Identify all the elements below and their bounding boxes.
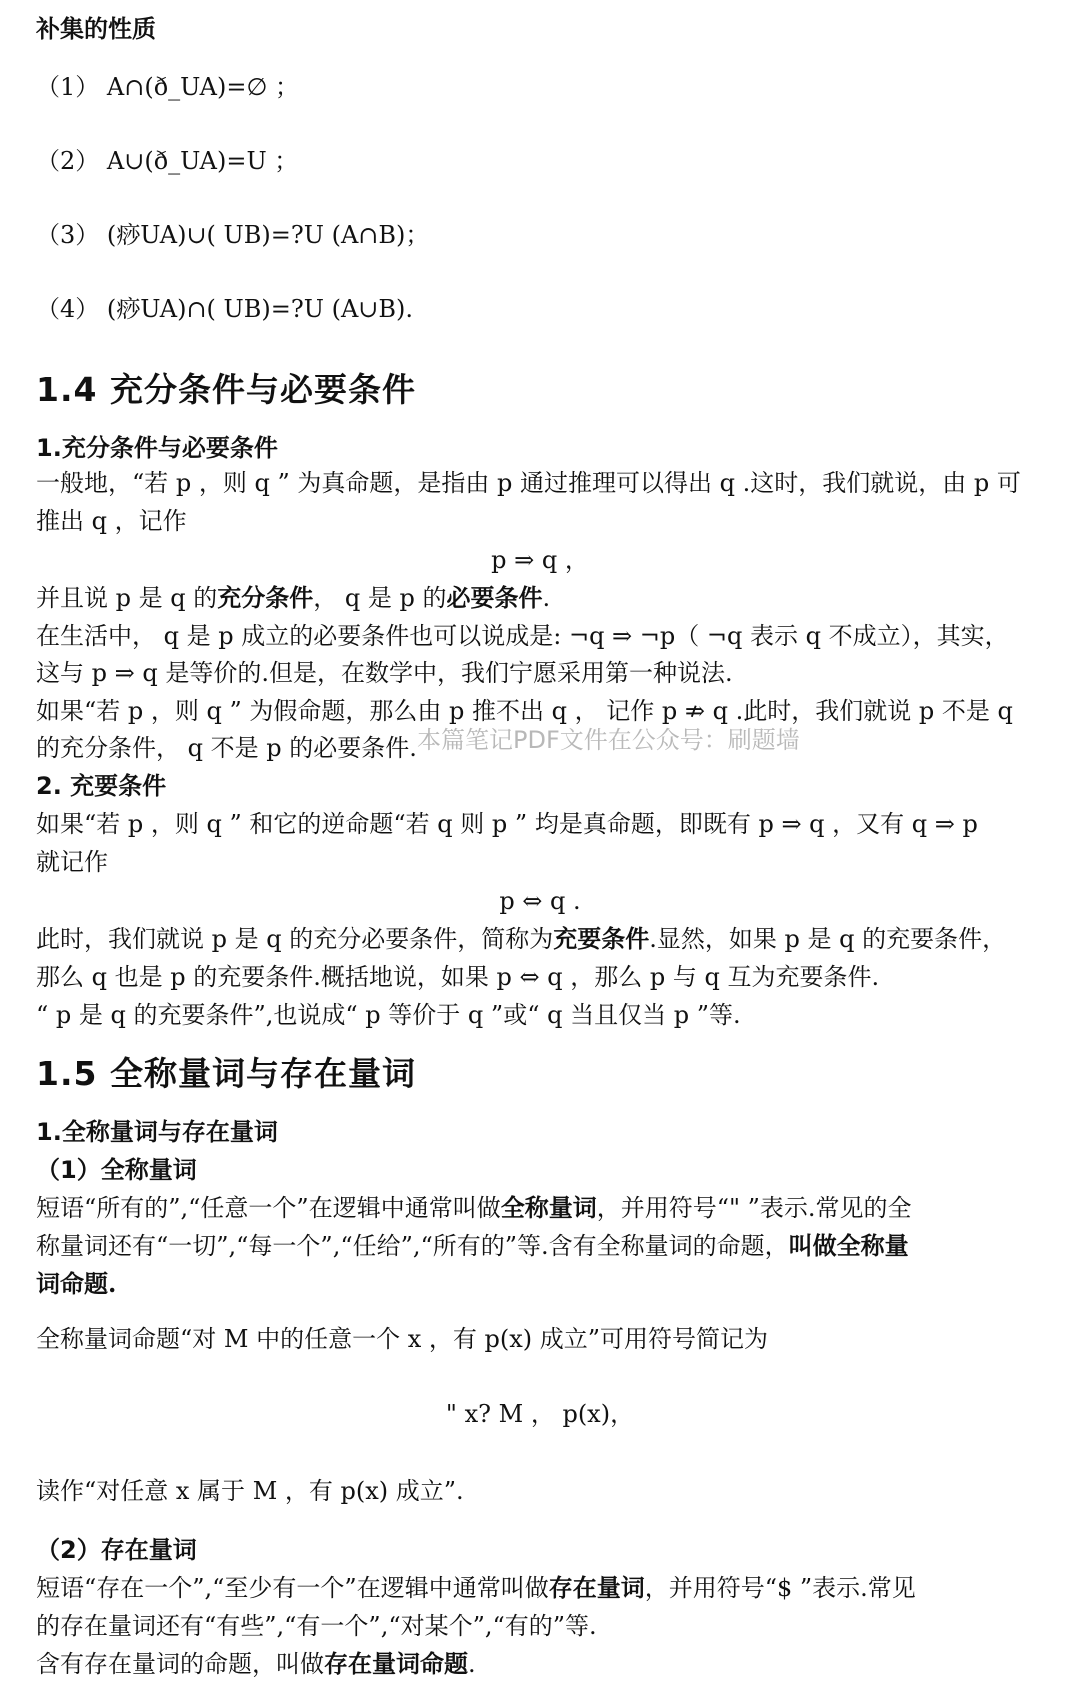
paragraph-line: 的充分条件， q 不是 p 的必要条件. [36, 734, 417, 762]
complement-heading: 补集的性质 [36, 15, 156, 43]
text-span: . [542, 584, 551, 612]
paragraph-line: 如果“若 p ，则 q ” 为假命题，那么由 p 推不出 q ， 记作 p ⇏ q .此时，我们就说 p 不是 q [36, 697, 1013, 725]
text-span: 短语“存在一个”,“至少有一个”在逻辑中通常叫做 [36, 1574, 549, 1602]
subsection-title: 1.充分条件与必要条件 [36, 434, 278, 462]
subsection-title: 2. 充要条件 [36, 772, 167, 800]
formula-implies: p ⇒ q ， [491, 546, 589, 574]
text-span: .显然，如果 p 是 q 的充要条件， [649, 925, 1007, 953]
paragraph-line [36, 581, 1046, 615]
paragraph-line: “ p 是 q 的充要条件”,也说成“ p 等价于 q ”或“ q 当且仅当 p ”等. [36, 1001, 741, 1029]
paragraph-line: 那么 q 也是 p 的充要条件.概括地说，如果 p ⇔ q ，那么 p 与 q 互为充要条件. [36, 963, 880, 991]
paragraph-line: 如果“若 p ，则 q ” 和它的逆命题“若 q 则 p ” 均是真命题，即既有 p ⇒ q ，又有 q ⇒ p [36, 810, 978, 838]
term-universal-quantifier: 全称量词 [500, 1193, 597, 1222]
term-universal-proposition: 叫做全称量 [788, 1231, 909, 1260]
paragraph-line [36, 922, 1046, 956]
term-existential-proposition: 存在量词命题 [324, 1649, 468, 1678]
section-title-1-4: 1.4 充分条件与必要条件 [36, 370, 416, 409]
paragraph-line [36, 1647, 1046, 1681]
paragraph-line: 就记作 [36, 848, 108, 876]
text-span: 称量词还有“一切”,“每一个”,“任给”,“所有的”等.含有全称量词的命题， [36, 1232, 789, 1260]
term-necessary-and-sufficient: 充要条件 [553, 924, 650, 953]
term-necessary-condition: 必要条件 [446, 583, 543, 612]
subsection-title: 1.全称量词与存在量词 [36, 1118, 278, 1146]
paragraph-line [36, 1191, 1046, 1225]
formula-iff: p ⇔ q . [499, 887, 581, 915]
paragraph-line: 全称量词命题“对 M 中的任意一个 x ，有 p(x) 成立”可用符号简记为 [36, 1325, 769, 1353]
formula-universal: " x? M ， p(x)， [445, 1400, 635, 1428]
paragraph-line: 读作“对任意 x 属于 M ，有 p(x) 成立”. [36, 1477, 464, 1505]
paragraph-line [36, 1229, 1046, 1263]
complement-item-4: （4） (痧UA)∩( UB)=?U (A∪B). [36, 295, 414, 323]
term-sufficient-condition: 充分条件 [217, 583, 314, 612]
paragraph-line: 一般地，“若 p ，则 q ” 为真命题，是指由 p 通过推理可以得出 q .这时，我们就说，由 p 可 [36, 469, 1021, 497]
text-span: ， q 是 p 的 [313, 584, 447, 612]
complement-item-2: （2） A∪(ð_UA)=U ； [36, 147, 299, 175]
paragraph-line [36, 1571, 1046, 1605]
term-existential-quantifier: 存在量词 [548, 1573, 645, 1602]
watermark-text: 本篇笔记PDF文件在公众号：刷题墙 [417, 726, 800, 754]
paragraph-line: 的存在量词还有“有些”,“有一个”,“对某个”,“有的”等. [36, 1612, 597, 1640]
text-span: ，并用符号“" ”表示.常见的全 [596, 1194, 912, 1222]
paragraph-line: 这与 p ⇒ q 是等价的.但是，在数学中，我们宁愿采用第一种说法. [36, 659, 733, 687]
text-span: 并且说 p 是 q 的 [36, 584, 218, 612]
complement-item-1: （1） A∩(ð_UA)=∅ ； [36, 73, 299, 101]
paragraph-line: 推出 q ，记作 [36, 507, 187, 535]
text-span: 此时，我们就说 p 是 q 的充分必要条件，简称为 [36, 925, 554, 953]
paragraph-line: 词命题. [36, 1269, 117, 1298]
text-span: 含有存在量词的命题，叫做 [36, 1650, 324, 1678]
text-span: . [468, 1650, 476, 1678]
text-span: 短语“所有的”,“任意一个”在逻辑中通常叫做 [36, 1194, 501, 1222]
complement-item-3: （3） (痧UA)∪( UB)=?U (A∩B)； [36, 221, 430, 249]
paragraph-line: 在生活中， q 是 p 成立的必要条件也可以说成是: ¬q ⇒ ¬p（ ¬q 表示 q 不成立），其实， [36, 622, 1009, 650]
subsection-title: （2）存在量词 [36, 1536, 197, 1564]
subsection-title: （1）全称量词 [36, 1156, 197, 1184]
text-span: ，并用符号“$ ”表示.常见 [644, 1574, 916, 1602]
section-title-1-5: 1.5 全称量词与存在量词 [36, 1054, 416, 1093]
